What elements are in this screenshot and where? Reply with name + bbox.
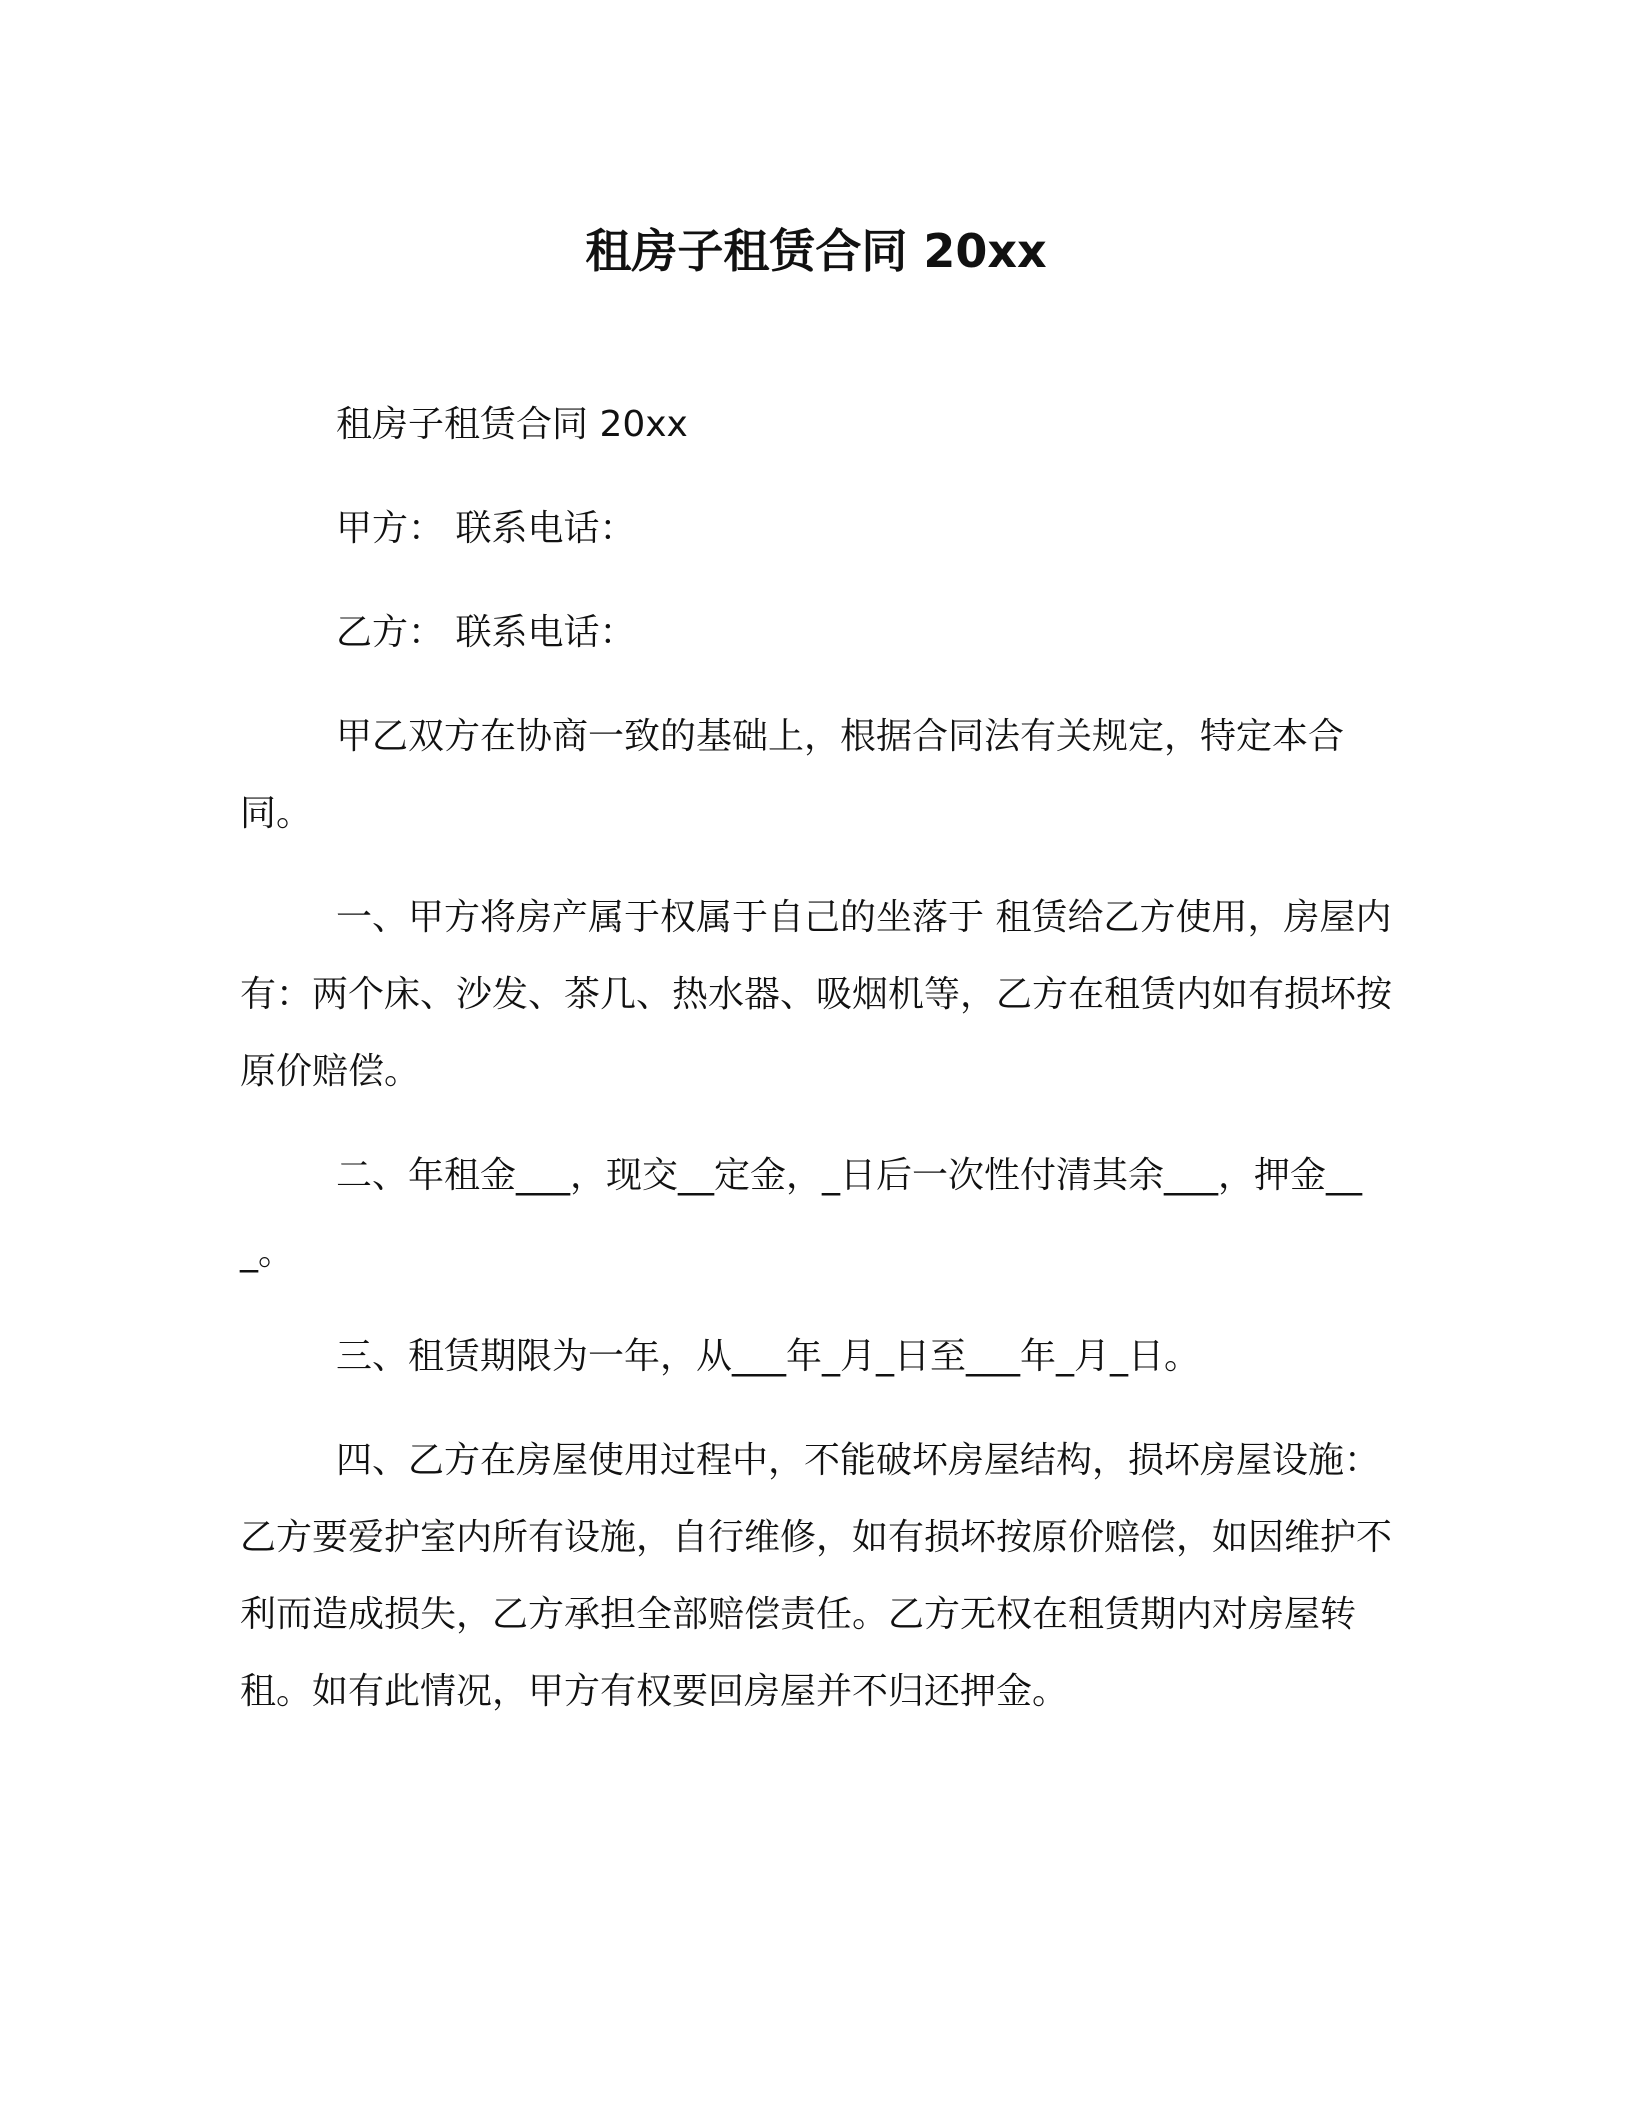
paragraph-clause-1: 一、甲方将房产属于权属于自己的坐落于 租赁给乙方使用，房屋内有：两个床、沙发、茶几、热水器、吸烟机等，乙方在租赁内如有损坏按原价赔偿。 [240, 897, 1393, 1092]
paragraph-subtitle: 租房子租赁合同 20xx [336, 404, 688, 445]
paragraph-party-b: 乙方： 联系电话： [336, 612, 636, 653]
paragraph-preamble: 甲乙双方在协商一致的基础上，根据合同法有关规定，特定本合同。 [240, 716, 1345, 834]
paragraph-party-a: 甲方： 联系电话： [336, 508, 636, 549]
paragraph-clause-3: 三、租赁期限为一年，从___年_月_日至___年_月_日。 [336, 1336, 1201, 1377]
paragraph-clause-2: 二、年租金___，现交__定金，_日后一次性付清其余___，押金___。 [240, 1155, 1363, 1273]
document-body [240, 386, 1392, 1757]
document-title: 租房子租赁合同 20xx [585, 224, 1047, 278]
paragraph-clause-4: 四、乙方在房屋使用过程中，不能破坏房屋结构，损坏房屋设施：乙方要爱护室内所有设施，自行维修，如有损坏按原价赔偿，如因维护不利而造成损失，乙方承担全部赔偿责任。乙方无权在租赁期内对房屋转租。如有此情况，甲方有权要回房屋并不归还押金。 [240, 1440, 1393, 1712]
